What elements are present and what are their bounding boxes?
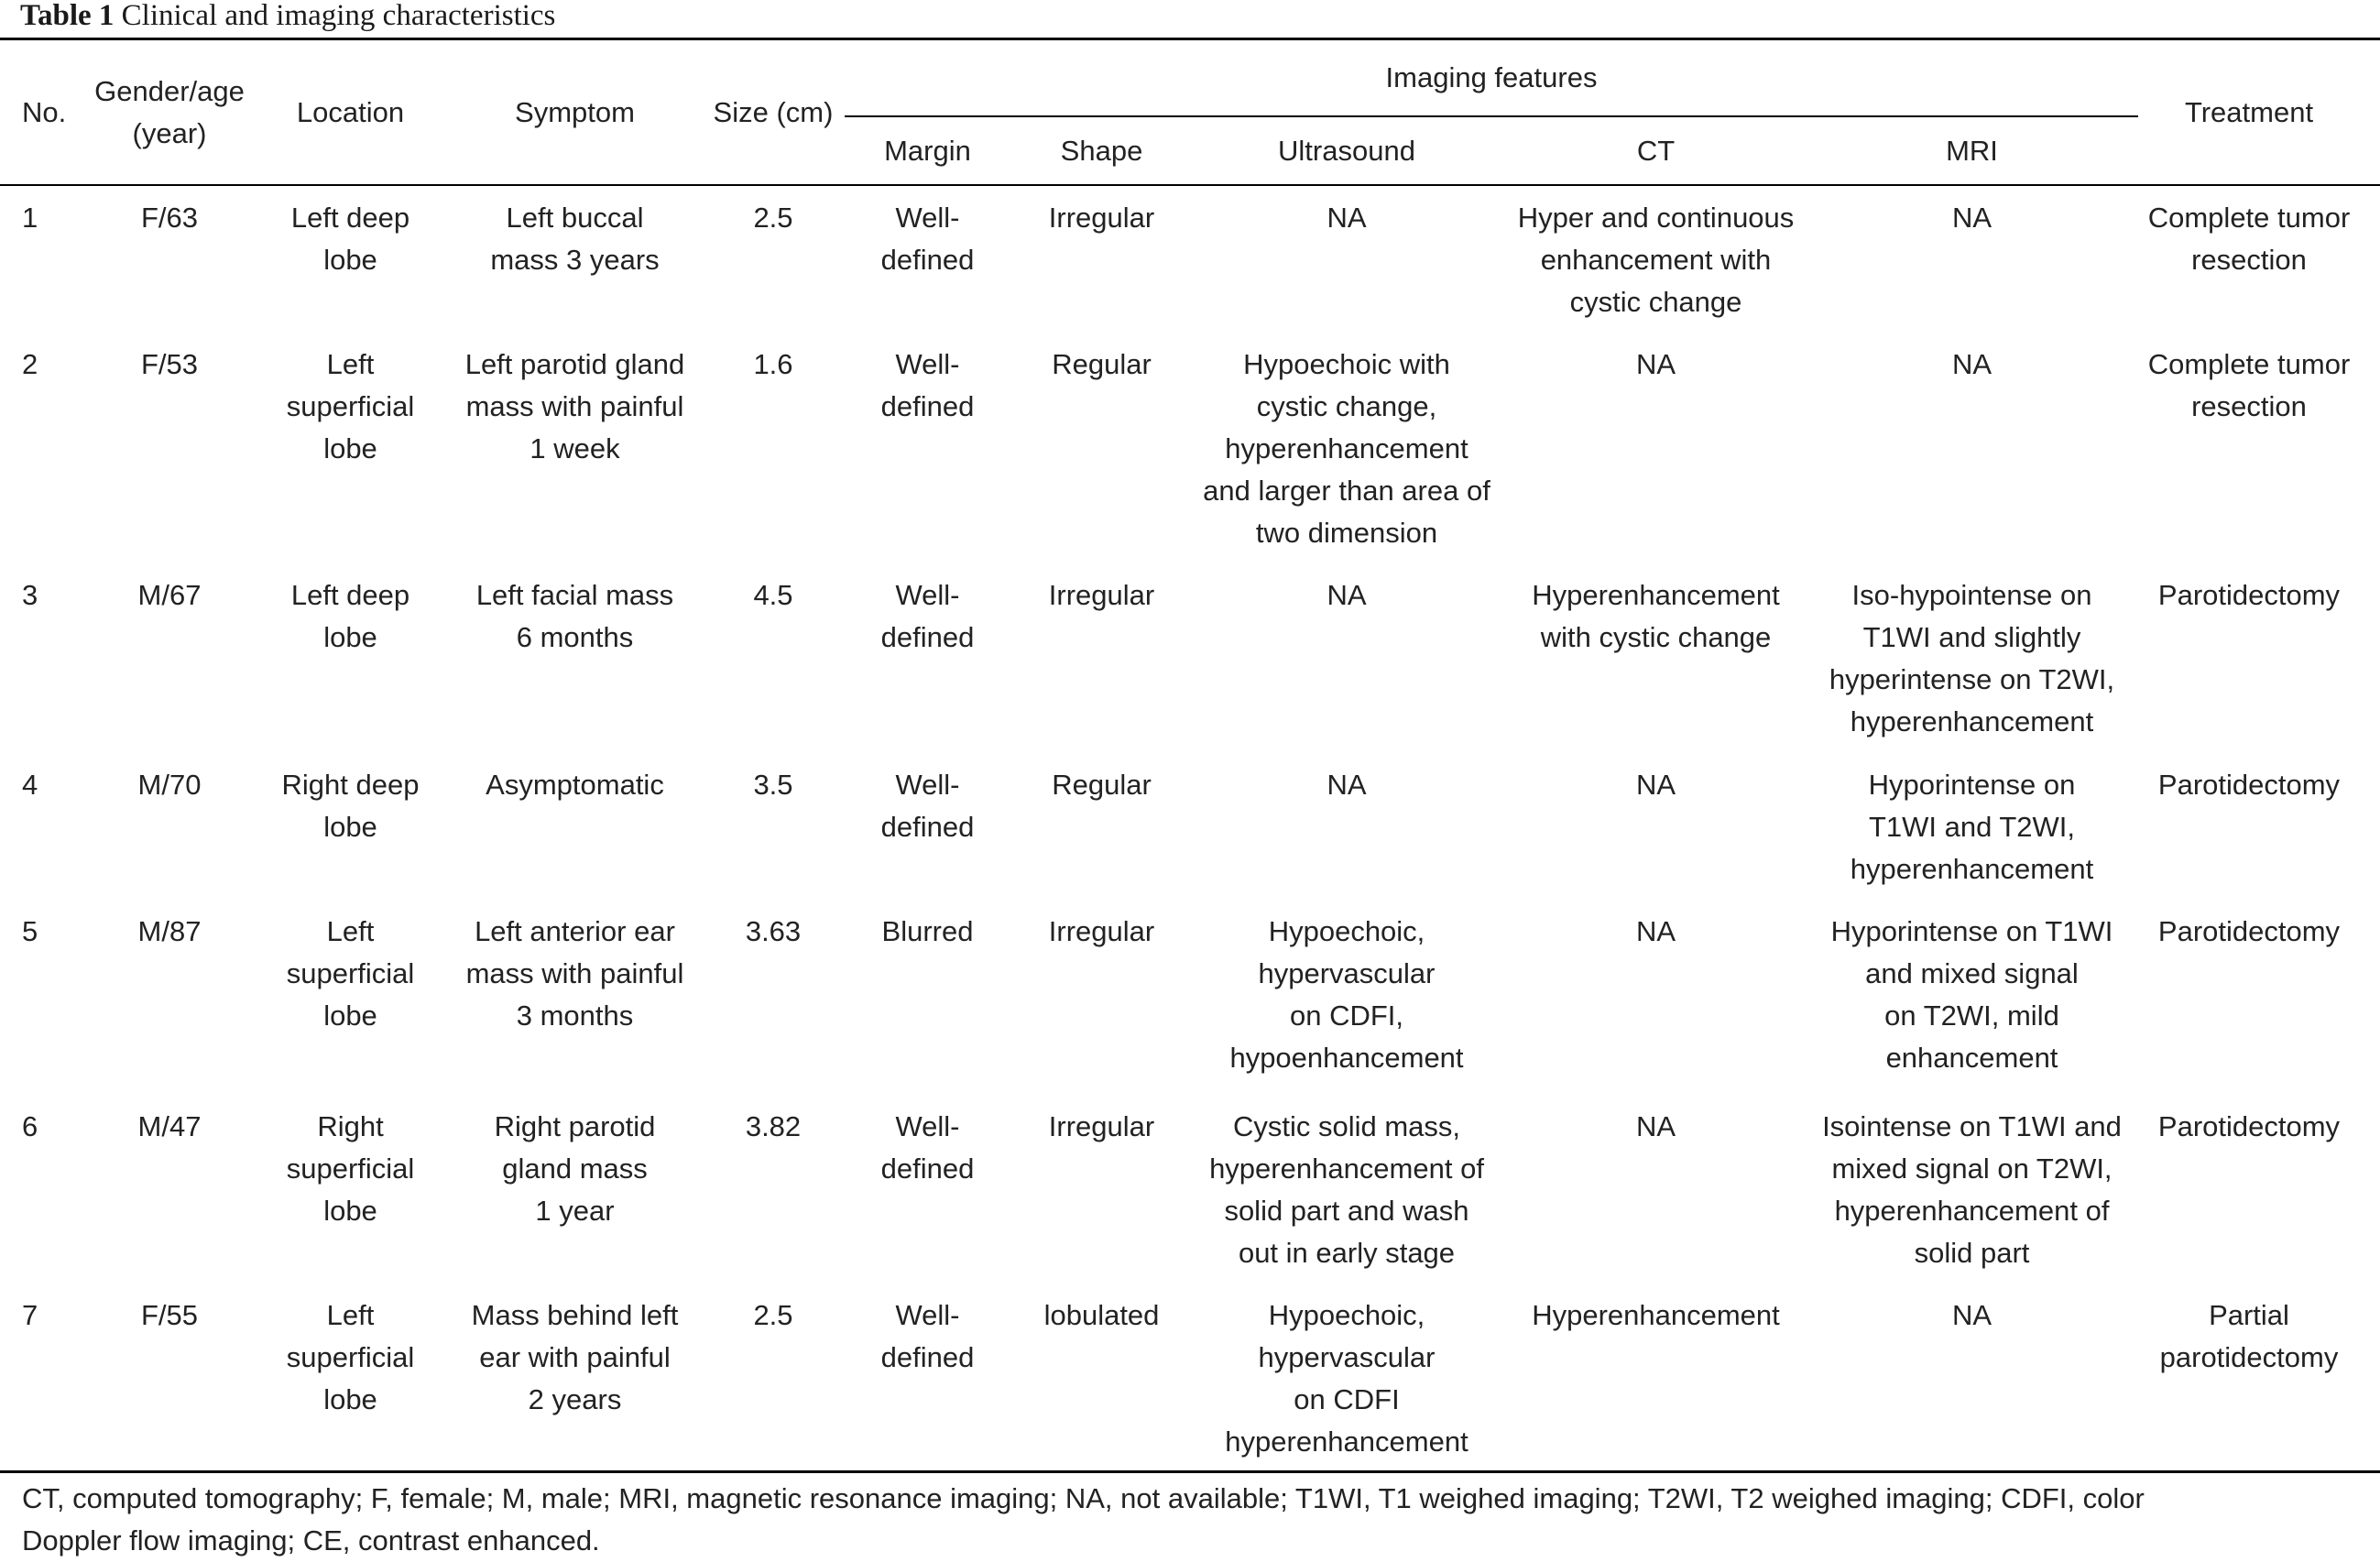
cell-line: Regular: [1052, 769, 1152, 801]
cell-line: defined: [880, 621, 975, 653]
header-mri: MRI: [1946, 134, 1998, 167]
cell-treatment: [2134, 1294, 2364, 1379]
cell-line: T1WI and T2WI,: [1868, 811, 2076, 843]
cell-line: hyperenhancement: [1225, 1425, 1468, 1458]
cell-line: mixed signal on T2WI,: [1831, 1152, 2113, 1185]
cell-line: 1.6: [753, 348, 793, 380]
cell-line: 2.5: [753, 202, 793, 234]
cell-ultrasound: [1191, 344, 1502, 554]
cell-mri: [1809, 197, 2134, 239]
cell-margin: [852, 764, 1003, 848]
cell-symptom: [444, 911, 705, 1037]
cell-line: M/67: [137, 579, 202, 611]
cell-margin: [852, 197, 1003, 281]
cell-line: lobe: [323, 999, 377, 1032]
header-ct: CT: [1636, 134, 1676, 167]
cell-line: Hypoechoic with: [1243, 348, 1450, 380]
cell-line: NA: [1326, 202, 1367, 234]
cell-treatment: [2134, 911, 2364, 953]
cell-line: Hyper and continuous: [1517, 202, 1795, 234]
cell-line: lobe: [323, 1383, 377, 1415]
cell-no: [22, 1106, 77, 1148]
cell-symptom: [444, 764, 705, 806]
cell-symptom: [444, 197, 705, 281]
header-ultrasound: Ultrasound: [1278, 134, 1415, 167]
cell-line: hyperenhancement: [1850, 853, 2094, 885]
footnote-line: CT, computed tomography; F, female; M, male; MRI, magnetic resonance imaging; NA, not available; T1WI, T1 weighed imaging; T2WI, T2 weighed imaging; CDFI, color: [22, 1482, 2145, 1514]
cell-shape: [1017, 574, 1186, 617]
cell-line: Iso-hypointense on: [1851, 579, 2092, 611]
cell-line: 2.5: [753, 1299, 793, 1331]
cell-line: M/70: [137, 769, 202, 801]
cell-line: 3.5: [753, 769, 793, 801]
cell-line: 2 years: [528, 1383, 622, 1415]
header-imaging-features: Imaging features: [1385, 61, 1598, 93]
cell-line: solid part: [1914, 1237, 2030, 1269]
cell-line: lobe: [323, 811, 377, 843]
cell-line: 3.82: [745, 1110, 802, 1142]
cell-line: Right: [317, 1110, 384, 1142]
cell-shape: [1017, 1294, 1186, 1337]
cell-line: Well-: [895, 1110, 960, 1142]
cell-gender-age: [82, 911, 257, 953]
cell-ct: [1502, 1294, 1809, 1337]
cell-size: [705, 197, 841, 239]
cell-line: Partial: [2209, 1299, 2289, 1331]
header-treatment: Treatment: [2184, 95, 2314, 128]
cell-no: [22, 574, 77, 617]
cell-line: Well-: [895, 579, 960, 611]
cell-line: mass 3 years: [490, 244, 660, 276]
cell-line: 1 week: [529, 432, 620, 464]
cell-line: enhancement with: [1540, 244, 1772, 276]
cell-line: out in early stage: [1238, 1237, 1456, 1269]
cell-line: on T2WI, mild: [1884, 999, 2059, 1032]
cell-line: defined: [880, 811, 975, 843]
cell-line: on CDFI,: [1289, 999, 1404, 1032]
cell-line: Left parotid gland: [464, 348, 685, 380]
cell-margin: [852, 1294, 1003, 1379]
cell-line: 2: [22, 348, 38, 380]
cell-ct: [1502, 574, 1809, 659]
cell-line: Hyperenhancement: [1532, 1299, 1780, 1331]
cell-ultrasound: [1191, 764, 1502, 806]
cell-line: Hypoechoic,: [1268, 1299, 1425, 1331]
cell-margin: [852, 911, 1003, 953]
cell-no: [22, 911, 77, 953]
cell-line: Irregular: [1048, 579, 1155, 611]
cell-line: 6 months: [516, 621, 634, 653]
cell-line: 1 year: [535, 1195, 615, 1227]
cell-line: two dimension: [1255, 517, 1438, 549]
cell-line: Left: [326, 348, 375, 380]
cell-location: [261, 574, 440, 659]
cell-gender-age: [82, 1294, 257, 1337]
cell-location: [261, 911, 440, 1037]
cell-line: mass with painful: [465, 957, 684, 989]
cell-treatment: [2134, 1106, 2364, 1148]
cell-treatment: [2134, 574, 2364, 617]
cell-line: Left: [326, 1299, 375, 1331]
header-shape: Shape: [1060, 134, 1143, 167]
cell-line: NA: [1635, 348, 1676, 380]
cell-ultrasound: [1191, 1106, 1502, 1274]
cell-line: NA: [1326, 769, 1367, 801]
cell-no: [22, 764, 77, 806]
cell-no: [22, 1294, 77, 1337]
cell-line: Mass behind left: [471, 1299, 679, 1331]
table-title: Clinical and imaging characteristics: [121, 0, 556, 32]
cell-line: Parotidectomy: [2157, 769, 2341, 801]
cell-ultrasound: [1191, 574, 1502, 617]
cell-size: [705, 1106, 841, 1148]
cell-line: ear with painful: [479, 1341, 671, 1373]
cell-line: superficial: [286, 1152, 415, 1185]
cell-line: Parotidectomy: [2157, 915, 2341, 947]
header-no: No.: [22, 95, 67, 128]
cell-line: and larger than area of: [1203, 475, 1490, 507]
cell-line: M/47: [137, 1110, 202, 1142]
cell-line: enhancement: [1885, 1042, 2058, 1074]
cell-line: Isointense on T1WI and: [1822, 1110, 2122, 1142]
cell-line: hyperenhancement: [1225, 432, 1468, 464]
cell-mri: [1809, 344, 2134, 386]
cell-line: Well-: [895, 769, 960, 801]
cell-ct: [1502, 197, 1809, 323]
cell-line: Parotidectomy: [2157, 579, 2341, 611]
cell-mri: [1809, 764, 2134, 890]
cell-treatment: [2134, 344, 2364, 428]
cell-location: [261, 344, 440, 470]
cell-line: F/63: [140, 202, 199, 234]
cell-gender-age: [82, 1106, 257, 1148]
cell-line: Hypoechoic,: [1268, 915, 1425, 947]
cell-line: NA: [1635, 769, 1676, 801]
cell-line: superficial: [286, 957, 415, 989]
table-footnote: [22, 1478, 2367, 1562]
cell-line: Regular: [1052, 348, 1152, 380]
cell-line: cystic change: [1569, 286, 1742, 318]
cell-line: NA: [1951, 348, 1992, 380]
cell-line: NA: [1326, 579, 1367, 611]
cell-gender-age: [82, 574, 257, 617]
cell-shape: [1017, 344, 1186, 386]
cell-ct: [1502, 764, 1809, 806]
cell-line: hypoenhancement: [1229, 1042, 1464, 1074]
cell-symptom: [444, 1294, 705, 1421]
cell-no: [22, 197, 77, 239]
cell-line: 3.63: [745, 915, 802, 947]
cell-ct: [1502, 1106, 1809, 1148]
cell-line: Irregular: [1048, 1110, 1155, 1142]
cell-line: superficial: [286, 390, 415, 422]
header-gender-age: Gender/age (year): [94, 74, 245, 149]
cell-line: cystic change,: [1256, 390, 1437, 422]
cell-line: with cystic change: [1540, 621, 1772, 653]
cell-line: 1: [22, 202, 38, 234]
cell-line: defined: [880, 390, 975, 422]
cell-line: hypervascular: [1258, 957, 1436, 989]
cell-location: [261, 764, 440, 848]
cell-line: solid part and wash: [1224, 1195, 1469, 1227]
cell-shape: [1017, 197, 1186, 239]
cell-line: lobe: [323, 432, 377, 464]
cell-line: 6: [22, 1110, 38, 1142]
cell-mri: [1809, 911, 2134, 1079]
cell-line: hyperenhancement of: [1209, 1152, 1484, 1185]
cell-line: NA: [1635, 915, 1676, 947]
cell-line: Well-: [895, 348, 960, 380]
cell-line: lobe: [323, 244, 377, 276]
cell-symptom: [444, 344, 705, 470]
header-symptom: Symptom: [515, 95, 635, 128]
cell-location: [261, 1294, 440, 1421]
cell-size: [705, 574, 841, 617]
cell-size: [705, 764, 841, 806]
cell-ultrasound: [1191, 1294, 1502, 1463]
cell-symptom: [444, 574, 705, 659]
cell-ultrasound: [1191, 911, 1502, 1079]
cell-mri: [1809, 1294, 2134, 1337]
cell-gender-age: [82, 197, 257, 239]
cell-line: Left anterior ear: [475, 915, 675, 947]
header-margin: Margin: [884, 134, 971, 167]
cell-line: Well-: [895, 202, 960, 234]
cell-line: defined: [880, 244, 975, 276]
header-rule: [0, 184, 2380, 186]
cell-line: superficial: [286, 1341, 415, 1373]
cell-line: lobe: [323, 1195, 377, 1227]
cell-line: Complete tumor: [2147, 348, 2351, 380]
cell-shape: [1017, 1106, 1186, 1148]
cell-line: lobulated: [1043, 1299, 1160, 1331]
cell-line: hyperenhancement: [1850, 705, 2094, 737]
cell-gender-age: [82, 344, 257, 386]
cell-line: hypervascular: [1258, 1341, 1436, 1373]
cell-line: Left buccal: [506, 202, 644, 234]
cell-ct: [1502, 344, 1809, 386]
cell-line: NA: [1951, 202, 1992, 234]
cell-size: [705, 911, 841, 953]
cell-line: Asymptomatic: [486, 769, 664, 801]
cell-line: 3: [22, 579, 38, 611]
cell-line: 4: [22, 769, 38, 801]
cell-line: NA: [1635, 1110, 1676, 1142]
cell-line: Parotidectomy: [2157, 1110, 2341, 1142]
cell-line: NA: [1951, 1299, 1992, 1331]
cell-ct: [1502, 911, 1809, 953]
cell-line: Right parotid: [494, 1110, 656, 1142]
cell-line: Right deep: [281, 769, 420, 801]
footnote-line: Doppler flow imaging; CE, contrast enhanced.: [22, 1524, 600, 1557]
cell-line: Left facial mass: [475, 579, 674, 611]
cell-line: hyperenhancement of: [1834, 1195, 2110, 1227]
cell-line: parotidectomy: [2159, 1341, 2339, 1373]
table-label: Table 1: [20, 0, 115, 32]
cell-size: [705, 1294, 841, 1337]
cell-line: 4.5: [753, 579, 793, 611]
cell-mri: [1809, 574, 2134, 743]
cell-line: M/87: [137, 915, 202, 947]
cell-shape: [1017, 764, 1186, 806]
cell-margin: [852, 344, 1003, 428]
cell-line: 7: [22, 1299, 38, 1331]
cell-line: hyperintense on T2WI,: [1829, 663, 2115, 695]
cell-line: F/55: [140, 1299, 199, 1331]
cell-line: resection: [2191, 390, 2307, 422]
cell-line: F/53: [140, 348, 199, 380]
cell-line: Cystic solid mass,: [1232, 1110, 1461, 1142]
cell-treatment: [2134, 197, 2364, 281]
cell-treatment: [2134, 764, 2364, 806]
bottom-rule: [0, 1470, 2380, 1473]
cell-line: Irregular: [1048, 915, 1155, 947]
cell-line: on CDFI: [1294, 1383, 1400, 1415]
header-location: Location: [296, 95, 405, 128]
header-size: Size (cm): [713, 95, 834, 128]
cell-line: Well-: [895, 1299, 960, 1331]
cell-line: lobe: [323, 621, 377, 653]
cell-line: Left deep: [290, 202, 410, 234]
cell-line: gland mass: [502, 1152, 648, 1185]
cell-line: defined: [880, 1341, 975, 1373]
cell-line: Left: [326, 915, 375, 947]
cell-line: T1WI and slightly: [1862, 621, 2081, 653]
cell-margin: [852, 574, 1003, 659]
cell-ultrasound: [1191, 197, 1502, 239]
cell-shape: [1017, 911, 1186, 953]
cell-gender-age: [82, 764, 257, 806]
cell-line: defined: [880, 1152, 975, 1185]
cell-location: [261, 1106, 440, 1232]
cell-line: Left deep: [290, 579, 410, 611]
cell-size: [705, 344, 841, 386]
cell-line: Blurred: [881, 915, 974, 947]
cell-line: Hyporintense on: [1868, 769, 2076, 801]
cell-line: 3 months: [516, 999, 634, 1032]
cell-line: resection: [2191, 244, 2307, 276]
cell-margin: [852, 1106, 1003, 1190]
cell-line: mass with painful: [465, 390, 684, 422]
cell-line: Irregular: [1048, 202, 1155, 234]
cell-no: [22, 344, 77, 386]
cell-line: Complete tumor: [2147, 202, 2351, 234]
cell-line: Hyperenhancement: [1532, 579, 1780, 611]
cell-line: 5: [22, 915, 38, 947]
cell-line: Hyporintense on T1WI: [1830, 915, 2113, 947]
cell-symptom: [444, 1106, 705, 1232]
cell-location: [261, 197, 440, 281]
cell-mri: [1809, 1106, 2134, 1274]
cell-line: and mixed signal: [1865, 957, 2079, 989]
table-caption: [20, 0, 555, 35]
